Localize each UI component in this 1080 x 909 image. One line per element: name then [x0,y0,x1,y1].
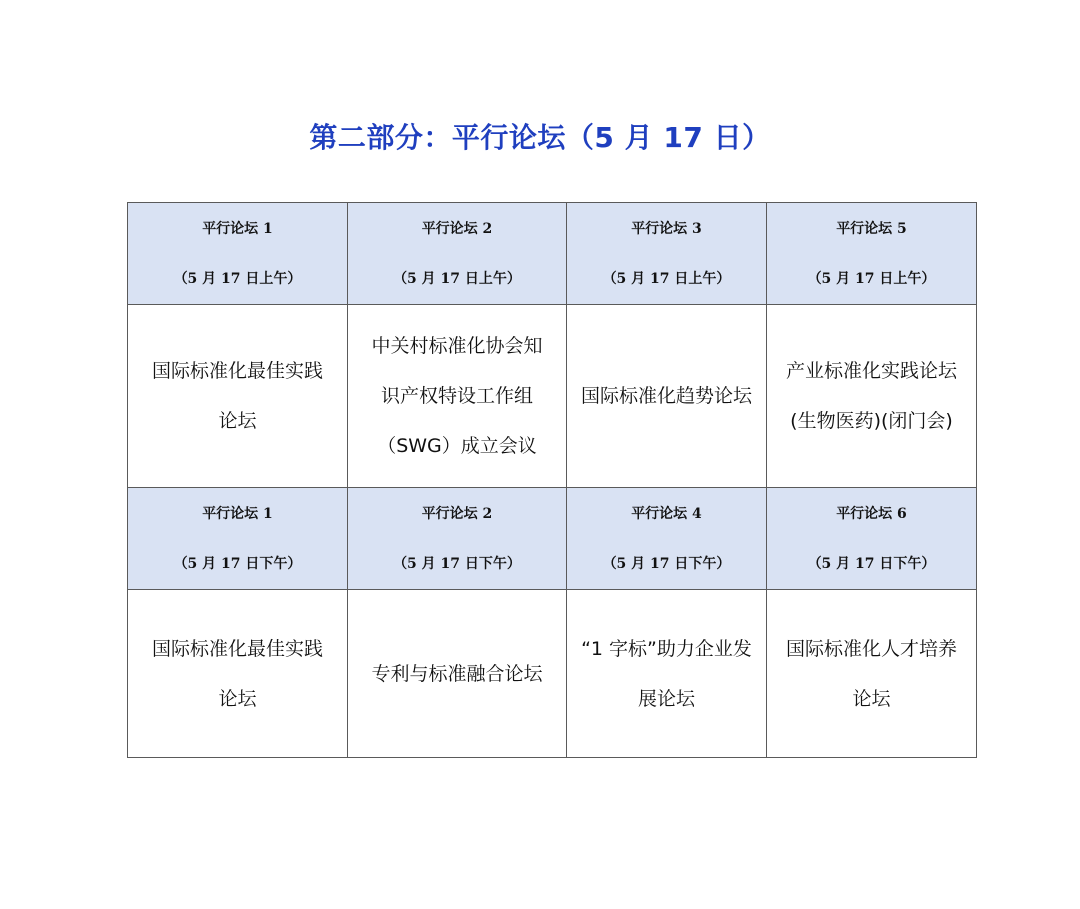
forum-time: （5 月 17 日上午） [393,270,521,287]
forum-cell [348,590,567,758]
header-cell [128,488,348,590]
page-title: 第二部分：平行论坛（5 月 17 日） [309,121,771,154]
forum-name: 国际标准化趋势论坛 [580,385,752,407]
forum-number: 平行论坛 5 [836,220,907,237]
forum-time: （5 月 17 日上午） [602,270,731,287]
forum-cell [128,305,348,488]
forum-cell [128,590,348,758]
forum-number: 平行论坛 3 [631,220,702,237]
forum-number: 平行论坛 2 [421,220,493,237]
header-cell [128,203,348,305]
afternoon-forum-row [128,590,977,758]
forum-number: 平行论坛 1 [202,220,273,237]
forum-number: 平行论坛 6 [836,505,907,522]
forum-number: 平行论坛 4 [631,505,702,522]
header-cell [767,203,977,305]
forum-number: 平行论坛 2 [421,505,493,522]
forum-cell [767,305,977,488]
forum-cell [567,305,767,488]
forum-name: 产业标准化实践论坛(生物医药)(闭门会) [785,360,957,432]
header-cell [348,203,567,305]
forum-cell [567,590,767,758]
forum-cell [767,590,977,758]
morning-header-row [128,203,977,305]
forum-time: （5 月 17 日下午） [393,555,521,572]
forum-name: 中关村标准化协会知识产权特设工作组（SWG）成立会议 [371,335,543,457]
morning-forum-row [128,305,977,488]
header-cell [348,488,567,590]
header-cell [767,488,977,590]
forum-cell [348,305,567,488]
forum-time: （5 月 17 日下午） [173,555,302,572]
forum-name: 国际标准化人才培养论坛 [785,637,957,710]
forum-time: （5 月 17 日上午） [807,270,936,287]
forum-number: 平行论坛 1 [202,505,273,522]
forum-time: （5 月 17 日上午） [173,270,302,287]
forum-name: “1 字标”助力企业发展论坛 [581,637,752,710]
forum-time: （5 月 17 日下午） [807,555,936,572]
header-cell [567,488,767,590]
forum-name: 国际标准化最佳实践论坛 [151,360,323,432]
forum-time: （5 月 17 日下午） [602,555,731,572]
forum-name: 专利与标准融合论坛 [371,662,543,685]
forum-name: 国际标准化最佳实践论坛 [151,637,323,710]
header-cell [567,203,767,305]
afternoon-header-row [128,488,977,590]
forum-schedule-table [127,202,977,758]
